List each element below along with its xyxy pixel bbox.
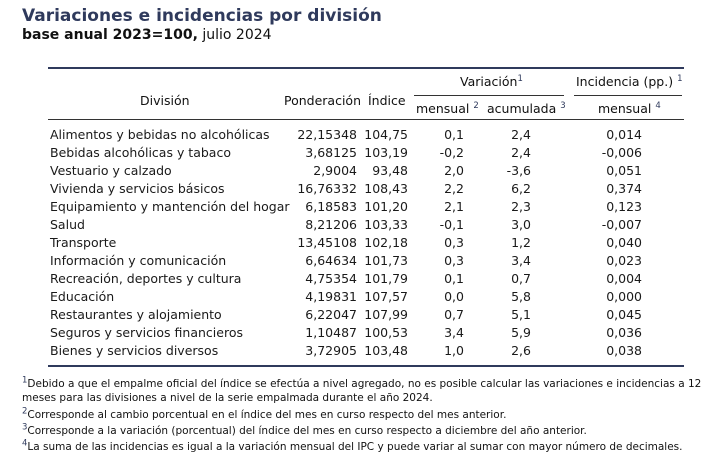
cell-indice: 103,33	[364, 217, 408, 232]
cell-mensual: 0,0	[444, 289, 464, 304]
footnote-1-number: 1	[22, 375, 28, 386]
header-ponderacion: Ponderación	[284, 93, 362, 108]
cell-incidencia: 0,038	[606, 343, 642, 358]
cell-division: Vivienda y servicios básicos	[50, 181, 225, 196]
cell-incidencia: 0,040	[606, 235, 642, 250]
cell-acumulada: 3,0	[511, 217, 531, 232]
cell-division: Restaurantes y alojamiento	[50, 307, 222, 322]
cell-indice: 103,48	[364, 343, 408, 358]
footnote-3-number: 3	[22, 422, 28, 433]
cell-incidencia: 0,014	[606, 127, 642, 142]
cell-ponderacion: 13,45108	[297, 235, 357, 250]
cell-ponderacion: 8,21206	[305, 217, 357, 232]
header-incidencia	[576, 74, 682, 89]
footnote-4-text: La suma de las incidencias es igual a la variación mensual del IPC y puede variar al sumar con mayor número de decimales.	[27, 441, 683, 453]
cell-division: Seguros y servicios financieros	[50, 325, 243, 340]
cell-ponderacion: 6,18583	[305, 199, 357, 214]
footnote-4-number: 4	[22, 438, 28, 449]
cell-incidencia: -0,007	[601, 217, 642, 232]
cell-mensual: 0,1	[444, 271, 464, 286]
subtitle-period: julio 2024	[197, 27, 272, 43]
cell-incidencia: 0,045	[606, 307, 642, 322]
cell-division: Bienes y servicios diversos	[50, 343, 219, 358]
table-row	[0, 199, 722, 217]
cell-acumulada: 5,1	[511, 307, 531, 322]
cell-incidencia: -0,006	[601, 145, 642, 160]
cell-indice: 102,18	[364, 235, 408, 250]
cell-ponderacion: 6,22047	[305, 307, 357, 322]
cell-acumulada: 2,4	[511, 127, 531, 142]
header-mensual	[416, 101, 479, 116]
header-mensual-label: mensual	[416, 101, 470, 116]
cell-acumulada: 2,4	[511, 145, 531, 160]
cell-mensual: 2,0	[444, 163, 464, 178]
cell-division: Educación	[50, 289, 115, 304]
header-incidencia-mensual	[598, 101, 661, 116]
cell-indice: 101,79	[364, 271, 408, 286]
cell-acumulada: 3,4	[511, 253, 531, 268]
incidencia-underline	[574, 95, 682, 96]
cell-indice: 101,20	[364, 199, 408, 214]
footnote-2-number: 2	[22, 406, 28, 417]
cell-acumulada: 0,7	[511, 271, 531, 286]
cell-mensual: 0,3	[444, 235, 464, 250]
footnote-3-text: Corresponde a la variación (porcentual) del índice del mes en curso respecto a diciembre del año anterior.	[27, 425, 587, 437]
header-incidencia-label: Incidencia (pp.)	[576, 74, 674, 89]
cell-mensual: 2,1	[444, 199, 464, 214]
footnote-2	[22, 408, 706, 422]
cell-mensual: 3,4	[444, 325, 464, 340]
cell-ponderacion: 22,15348	[297, 127, 357, 142]
cell-division: Salud	[50, 217, 85, 232]
footnote-1	[22, 377, 706, 405]
cell-acumulada: 5,8	[511, 289, 531, 304]
cell-mensual: 0,7	[444, 307, 464, 322]
cell-division: Vestuario y calzado	[50, 163, 172, 178]
header-acumulada	[487, 101, 566, 116]
cell-acumulada: 6,2	[511, 181, 531, 196]
cell-ponderacion: 2,9004	[313, 163, 357, 178]
cell-ponderacion: 6,64634	[305, 253, 357, 268]
cell-indice: 101,73	[364, 253, 408, 268]
cell-incidencia: 0,051	[606, 163, 642, 178]
cell-incidencia: 0,004	[606, 271, 642, 286]
cell-division: Alimentos y bebidas no alcohólicas	[50, 127, 270, 142]
table-row	[0, 343, 722, 361]
cell-division: Información y comunicación	[50, 253, 227, 268]
table-row	[0, 235, 722, 253]
table-row	[0, 145, 722, 163]
table-bottom-rule	[48, 365, 684, 367]
cell-indice: 107,99	[364, 307, 408, 322]
cell-division: Bebidas alcohólicas y tabaco	[50, 145, 231, 160]
cell-incidencia: 0,036	[606, 325, 642, 340]
cell-mensual: -0,2	[439, 145, 464, 160]
cell-division: Equipamiento y mantención del hogar	[50, 199, 290, 214]
cell-mensual: 2,2	[444, 181, 464, 196]
cell-incidencia: 0,023	[606, 253, 642, 268]
cell-incidencia: 0,000	[606, 289, 642, 304]
cell-incidencia: 0,374	[606, 181, 642, 196]
table-header-rule	[48, 119, 684, 120]
table-row	[0, 217, 722, 235]
header-indice: Índice	[368, 93, 406, 108]
header-acumulada-label: acumulada	[487, 101, 557, 116]
cell-acumulada: 2,6	[511, 343, 531, 358]
table-row	[0, 307, 722, 325]
cell-mensual: 0,1	[444, 127, 464, 142]
header-variacion-label: Variación	[460, 74, 518, 89]
table-row	[0, 127, 722, 145]
header-mensual-footnote: 2	[473, 100, 479, 111]
cell-acumulada: -3,6	[506, 163, 531, 178]
cell-indice: 100,53	[364, 325, 408, 340]
cell-ponderacion: 3,72905	[305, 343, 357, 358]
cell-acumulada: 1,2	[511, 235, 531, 250]
cell-ponderacion: 16,76332	[297, 181, 357, 196]
subtitle-base: base anual 2023=100,	[22, 27, 198, 43]
cell-acumulada: 2,3	[511, 199, 531, 214]
table-row	[0, 253, 722, 271]
page-title: Variaciones e incidencias por división	[22, 6, 382, 26]
cell-indice: 108,43	[364, 181, 408, 196]
cell-ponderacion: 1,10487	[305, 325, 357, 340]
table-top-rule	[48, 67, 684, 69]
table-row	[0, 325, 722, 343]
variacion-underline	[414, 95, 564, 96]
header-variacion	[460, 74, 523, 89]
table-row	[0, 181, 722, 199]
header-division: División	[140, 93, 190, 108]
cell-ponderacion: 3,68125	[305, 145, 357, 160]
table-row	[0, 271, 722, 289]
cell-division: Recreación, deportes y cultura	[50, 271, 242, 286]
page-subtitle	[22, 27, 272, 43]
footnote-1-text: Debido a que el empalme oficial del índice se efectúa a nivel agregado, no es posible calcular las variaciones e incidencias a 12 meses para las divisiones a nivel de la serie empalmada durante el año 2024.	[22, 378, 702, 404]
cell-indice: 107,57	[364, 289, 408, 304]
footnote-2-text: Corresponde al cambio porcentual en el índice del mes en curso respecto del mes anterior.	[27, 409, 507, 421]
cell-mensual: 0,3	[444, 253, 464, 268]
header-incidencia-mensual-label: mensual	[598, 101, 652, 116]
cell-indice: 93,48	[372, 163, 408, 178]
header-acumulada-footnote: 3	[560, 100, 566, 111]
cell-ponderacion: 4,19831	[305, 289, 357, 304]
table-row	[0, 289, 722, 307]
footnote-4	[22, 440, 706, 454]
cell-acumulada: 5,9	[511, 325, 531, 340]
header-variacion-footnote: 1	[517, 73, 523, 84]
cell-incidencia: 0,123	[606, 199, 642, 214]
cell-division: Transporte	[50, 235, 117, 250]
header-incidencia-footnote: 1	[677, 73, 683, 84]
cell-mensual: 1,0	[444, 343, 464, 358]
cell-ponderacion: 4,75354	[305, 271, 357, 286]
cell-indice: 103,19	[364, 145, 408, 160]
table-row	[0, 163, 722, 181]
header-incidencia-mensual-footnote: 4	[655, 100, 661, 111]
cell-indice: 104,75	[364, 127, 408, 142]
cell-mensual: -0,1	[439, 217, 464, 232]
footnote-3	[22, 424, 706, 438]
